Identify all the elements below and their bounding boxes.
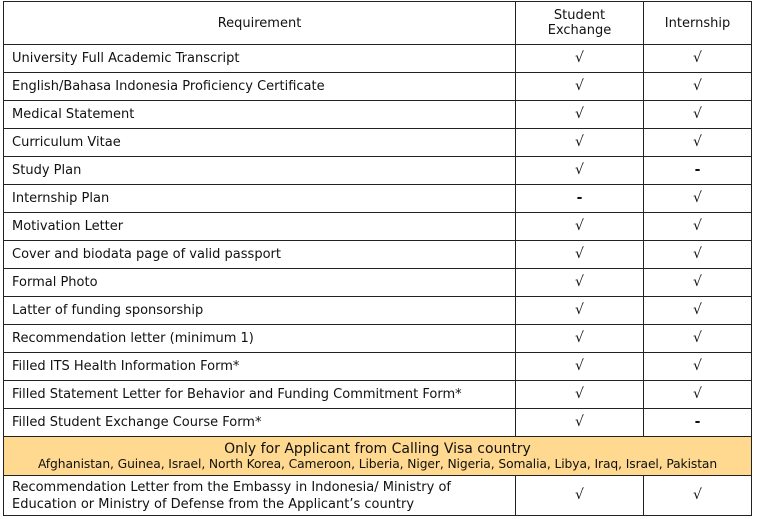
table-row xyxy=(4,101,752,129)
requirement-cell: Study Plan xyxy=(4,157,516,185)
requirements-table xyxy=(3,1,752,516)
header-requirement: Requirement xyxy=(4,2,516,45)
student-exchange-cell: √ xyxy=(516,297,644,325)
requirement-cell: University Full Academic Transcript xyxy=(4,45,516,73)
table-row xyxy=(4,213,752,241)
student-exchange-cell: √ xyxy=(516,269,644,297)
table-row xyxy=(4,325,752,353)
visa-section-cell xyxy=(4,437,752,476)
requirement-line-1: Recommendation Letter from the Embassy in Indonesia/ Ministry of xyxy=(12,479,451,495)
requirement-line-2: Education or Ministry of Defense from the Applicant’s country xyxy=(12,496,415,512)
header-row xyxy=(4,2,752,45)
requirement-cell: Curriculum Vitae xyxy=(4,129,516,157)
student-exchange-cell: √ xyxy=(516,213,644,241)
requirement-cell: Filled Student Exchange Course Form* xyxy=(4,409,516,437)
student-exchange-cell: √ xyxy=(516,241,644,269)
requirement-cell: Filled Statement Letter for Behavior and Funding Commitment Form* xyxy=(4,381,516,409)
requirements-body xyxy=(4,45,752,516)
internship-cell: - xyxy=(644,409,752,437)
table-row xyxy=(4,129,752,157)
internship-cell: √ xyxy=(644,353,752,381)
internship-cell: √ xyxy=(644,381,752,409)
requirement-cell: English/Bahasa Indonesia Proficiency Certificate xyxy=(4,73,516,101)
table-row xyxy=(4,157,752,185)
student-exchange-cell: √ xyxy=(516,325,644,353)
internship-cell: √ xyxy=(644,101,752,129)
internship-cell: √ xyxy=(644,213,752,241)
internship-cell: √ xyxy=(644,269,752,297)
internship-cell: √ xyxy=(644,297,752,325)
internship-cell: √ xyxy=(644,129,752,157)
requirement-cell: Recommendation letter (minimum 1) xyxy=(4,325,516,353)
internship-cell: √ xyxy=(644,185,752,213)
student-exchange-cell: √ xyxy=(516,353,644,381)
table-row xyxy=(4,409,752,437)
student-exchange-cell: √ xyxy=(516,409,644,437)
table-row xyxy=(4,381,752,409)
visa-section-row xyxy=(4,437,752,476)
table-row xyxy=(4,241,752,269)
student-exchange-cell: √ xyxy=(516,381,644,409)
table-row xyxy=(4,269,752,297)
student-exchange-cell: √ xyxy=(516,129,644,157)
table-row xyxy=(4,45,752,73)
header-internship: Internship xyxy=(644,2,752,45)
student-exchange-cell: - xyxy=(516,185,644,213)
internship-cell: √ xyxy=(644,476,752,516)
visa-country-list: Afghanistan, Guinea, Israel, North Korea, Cameroon, Liberia, Niger, Nigeria, Somalia, Libya, Iraq, Israel, Pakistan xyxy=(37,456,718,471)
student-exchange-cell: √ xyxy=(516,101,644,129)
student-exchange-cell: √ xyxy=(516,157,644,185)
requirement-cell: Formal Photo xyxy=(4,269,516,297)
student-exchange-cell: √ xyxy=(516,73,644,101)
student-exchange-cell: √ xyxy=(516,45,644,73)
requirement-cell: Latter of funding sponsorship xyxy=(4,297,516,325)
visa-section-title: Only for Applicant from Calling Visa country xyxy=(224,440,531,457)
internship-cell: √ xyxy=(644,45,752,73)
internship-cell: √ xyxy=(644,325,752,353)
student-exchange-cell: √ xyxy=(516,476,644,516)
table-row xyxy=(4,476,752,516)
requirement-cell: Motivation Letter xyxy=(4,213,516,241)
requirement-cell: Filled ITS Health Information Form* xyxy=(4,353,516,381)
internship-cell: √ xyxy=(644,73,752,101)
table-row xyxy=(4,297,752,325)
header-student-exchange-label: Student Exchange xyxy=(547,8,612,38)
requirement-cell: Cover and biodata page of valid passport xyxy=(4,241,516,269)
table-row xyxy=(4,185,752,213)
internship-cell: - xyxy=(644,157,752,185)
requirement-cell: Medical Statement xyxy=(4,101,516,129)
requirement-cell xyxy=(4,476,516,516)
requirement-cell: Internship Plan xyxy=(4,185,516,213)
internship-cell: √ xyxy=(644,241,752,269)
table-row xyxy=(4,353,752,381)
table-row xyxy=(4,73,752,101)
header-student-exchange xyxy=(516,2,644,45)
